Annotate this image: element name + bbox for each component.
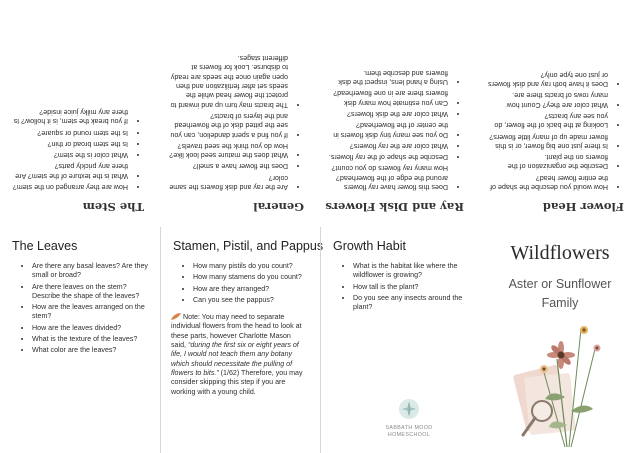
- list-item: • What is the texture of the leaves?: [32, 335, 152, 344]
- list-item: • What does the mature seed look like? How do you think the seed travels?: [168, 141, 288, 160]
- list-item: • How would you describe the shape of the entire flower head?: [488, 172, 608, 191]
- list-item: • How tall is the plant?: [353, 283, 472, 292]
- list-item: • How are the leaves arranged on the stem?: [32, 303, 152, 322]
- leaves-list: [22, 262, 152, 356]
- list-item: • If you break the stem, is it hollow? Is there any milky juice inside?: [8, 107, 128, 126]
- general-section: [160, 0, 320, 226]
- logo-line2: HOMESCHOOL: [387, 431, 431, 438]
- logo-icon: [398, 398, 420, 420]
- list-item: • Is the stem broad or thin?: [8, 139, 128, 148]
- list-item: • How are they arranged on the stem?: [8, 182, 128, 191]
- list-item: • How are they arranged?: [193, 285, 312, 294]
- ray-disk-heading: Ray and Disk Flowers: [325, 200, 464, 214]
- list-item: • Describe the organization of the flowers on the plant.: [488, 152, 608, 171]
- list-item: • Looking at the back of the flower, do you see any bracts?: [488, 111, 608, 130]
- note-quote: “during the first six or eight years of life, I would not teach them any botany which should necessitate the pulling of flowers to bits.”: [171, 341, 299, 377]
- list-item: • Describe the shape of the ray flowers.: [328, 152, 448, 161]
- leaf-icon: [171, 313, 181, 320]
- list-item: • The bracts may turn up and inward to protect the flower head while the seeds set after fertilization and then open again once the seeds are ready to disburse. Look for flowers at different stages.: [168, 53, 288, 109]
- list-item: • What color is the stem?: [8, 150, 128, 159]
- ray-disk-list: [328, 67, 458, 191]
- list-item: • How are the leaves divided?: [32, 324, 152, 333]
- list-item: • What color are the ray flowers?: [328, 141, 448, 150]
- note-lead: Note: You may need to separate individual flowers from the head to look at these parts, however Charlotte Mason said,: [171, 313, 302, 350]
- logo-line1: SABBATH MOOD: [385, 425, 433, 431]
- flower-head-section: [480, 0, 640, 226]
- subtitle-line2: Family: [541, 296, 579, 310]
- list-item: • Does this flower have ray flowers around the edge of the flowerhead? How many ray flowers do you count?: [328, 163, 448, 191]
- list-item: • Do you see many tiny disk flowers in the center of the flowerhead?: [328, 120, 448, 139]
- list-item: • Can you see the pappus?: [193, 296, 312, 305]
- list-item: • What color are the leaves?: [32, 346, 152, 355]
- growth-heading: Growth Habit: [333, 239, 406, 253]
- sabbath-mood-logo: [369, 398, 449, 438]
- stamen-list: [183, 262, 312, 305]
- list-item: • If you find a spent dandelion, can you see the pitted disk of the flowerhead and the layers of bracts?: [168, 111, 288, 139]
- bottom-panel: [0, 227, 640, 453]
- stamen-heading: Stamen, Pistil, and Pappus: [173, 239, 324, 253]
- top-panel: [0, 0, 640, 226]
- list-item: • What is the habitat like where the wildflower is growing?: [353, 262, 472, 281]
- list-item: • Does the flower have a smell?: [168, 161, 288, 170]
- list-item: • Are there any basal leaves? Are they small or broad?: [32, 262, 152, 281]
- page-subtitle: [480, 275, 640, 313]
- flower-head-heading: Flower Head: [542, 200, 624, 214]
- leaves-section: [0, 227, 160, 453]
- list-item: • How many stamens do you count?: [193, 273, 312, 282]
- list-item: • Is the stem round or square?: [8, 127, 128, 136]
- ray-disk-section: [320, 0, 480, 226]
- general-heading: General: [253, 200, 304, 214]
- charlotte-mason-note: [171, 313, 305, 397]
- stamen-section: [160, 227, 324, 453]
- stem-list: [8, 107, 138, 191]
- growth-list: [343, 262, 472, 312]
- list-item: • Are there leaves on the stem? Describe the shape of the leaves?: [32, 283, 152, 302]
- list-item: • What is the texture of the stem? Are there any prickly parts?: [8, 161, 128, 180]
- list-item: • Do you see any insects around the plant?: [353, 294, 472, 313]
- list-item: • How many pistils do you count?: [193, 262, 312, 271]
- note-tail: (1/62) Therefore, you may consider skipping this step if you are working with a young child.: [171, 368, 303, 396]
- stem-heading: The Stem: [82, 200, 144, 214]
- list-item: • Can you estimate how many disk flowers there are in one flowerhead?: [328, 88, 448, 107]
- wildflower-illustration: [505, 319, 615, 451]
- subtitle-line1: Aster or Sunflower: [508, 277, 612, 291]
- stem-section: [0, 0, 160, 226]
- list-item: • Does it have both ray and disk flowers or just one type only?: [488, 69, 608, 88]
- list-item: • What color are the disk flowers?: [328, 109, 448, 118]
- list-item: • Is there just one big flower, or is this flower made up of many little flowers?: [488, 131, 608, 150]
- leaves-heading: The Leaves: [12, 239, 78, 253]
- list-item: • What color are they? Count how many rows of bracts there are.: [488, 90, 608, 109]
- list-item: • Using a hand lens, inspect the disk flowers and describe them.: [328, 67, 448, 86]
- general-list: [168, 53, 298, 191]
- page-title: Wildflowers: [510, 242, 610, 264]
- flower-head-list: [488, 69, 618, 191]
- list-item: • Are the ray and disk flowers the same color?: [168, 172, 288, 191]
